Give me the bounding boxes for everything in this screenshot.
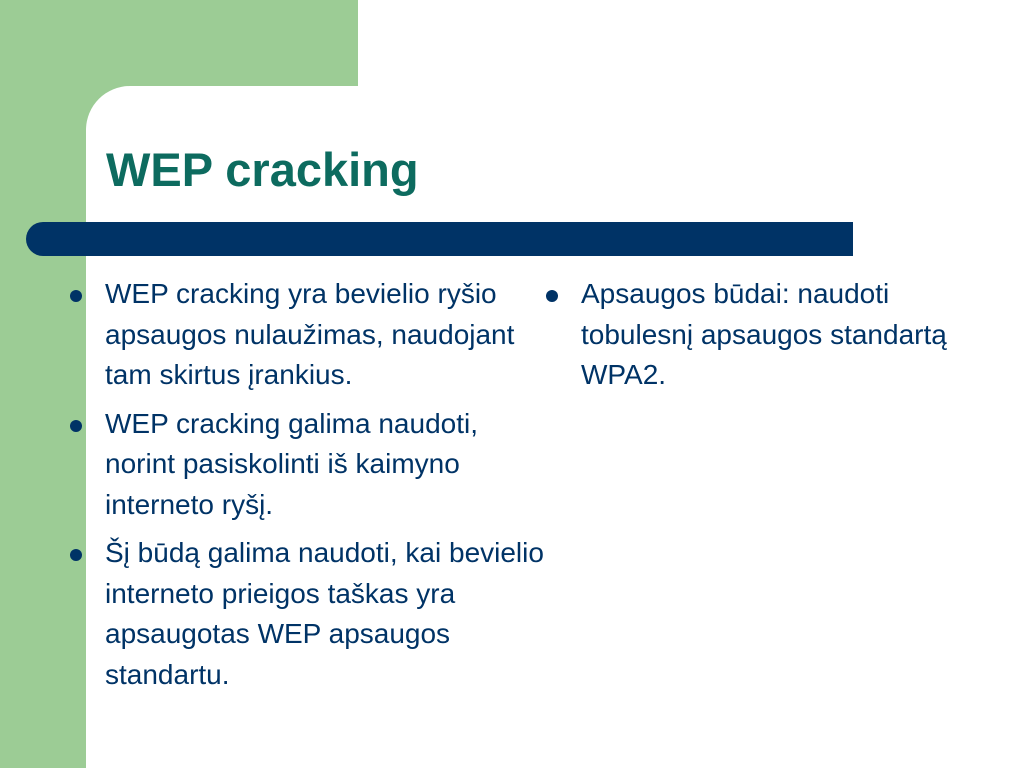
bullet-dot-icon bbox=[546, 290, 558, 302]
bullet-text: Apsaugos būdai: naudoti tobulesnį apsaugos standartą WPA2. bbox=[581, 278, 947, 390]
bullet-item bbox=[60, 274, 550, 396]
bullet-item bbox=[60, 533, 550, 695]
bullet-text: Šį būdą galima naudoti, kai bevielio interneto prieigos taškas yra apsaugotas WEP apsaugos standartu. bbox=[105, 537, 544, 690]
left-bullet-list bbox=[60, 274, 550, 703]
bullet-text: WEP cracking galima naudoti, norint pasiskolinti iš kaimyno interneto ryšį. bbox=[105, 407, 478, 520]
title-underline-bar bbox=[26, 222, 853, 256]
bullet-dot-icon bbox=[70, 290, 82, 302]
bullet-item bbox=[536, 274, 976, 396]
bullet-item bbox=[60, 404, 550, 526]
slide-title: WEP cracking bbox=[106, 143, 419, 196]
bullet-dot-icon bbox=[70, 549, 82, 561]
bullet-text: WEP cracking yra bevielio ryšio apsaugos nulaužimas, naudojant tam skirtus įrankius. bbox=[105, 278, 515, 390]
right-bullet-list bbox=[536, 274, 976, 404]
bullet-dot-icon bbox=[70, 420, 82, 432]
